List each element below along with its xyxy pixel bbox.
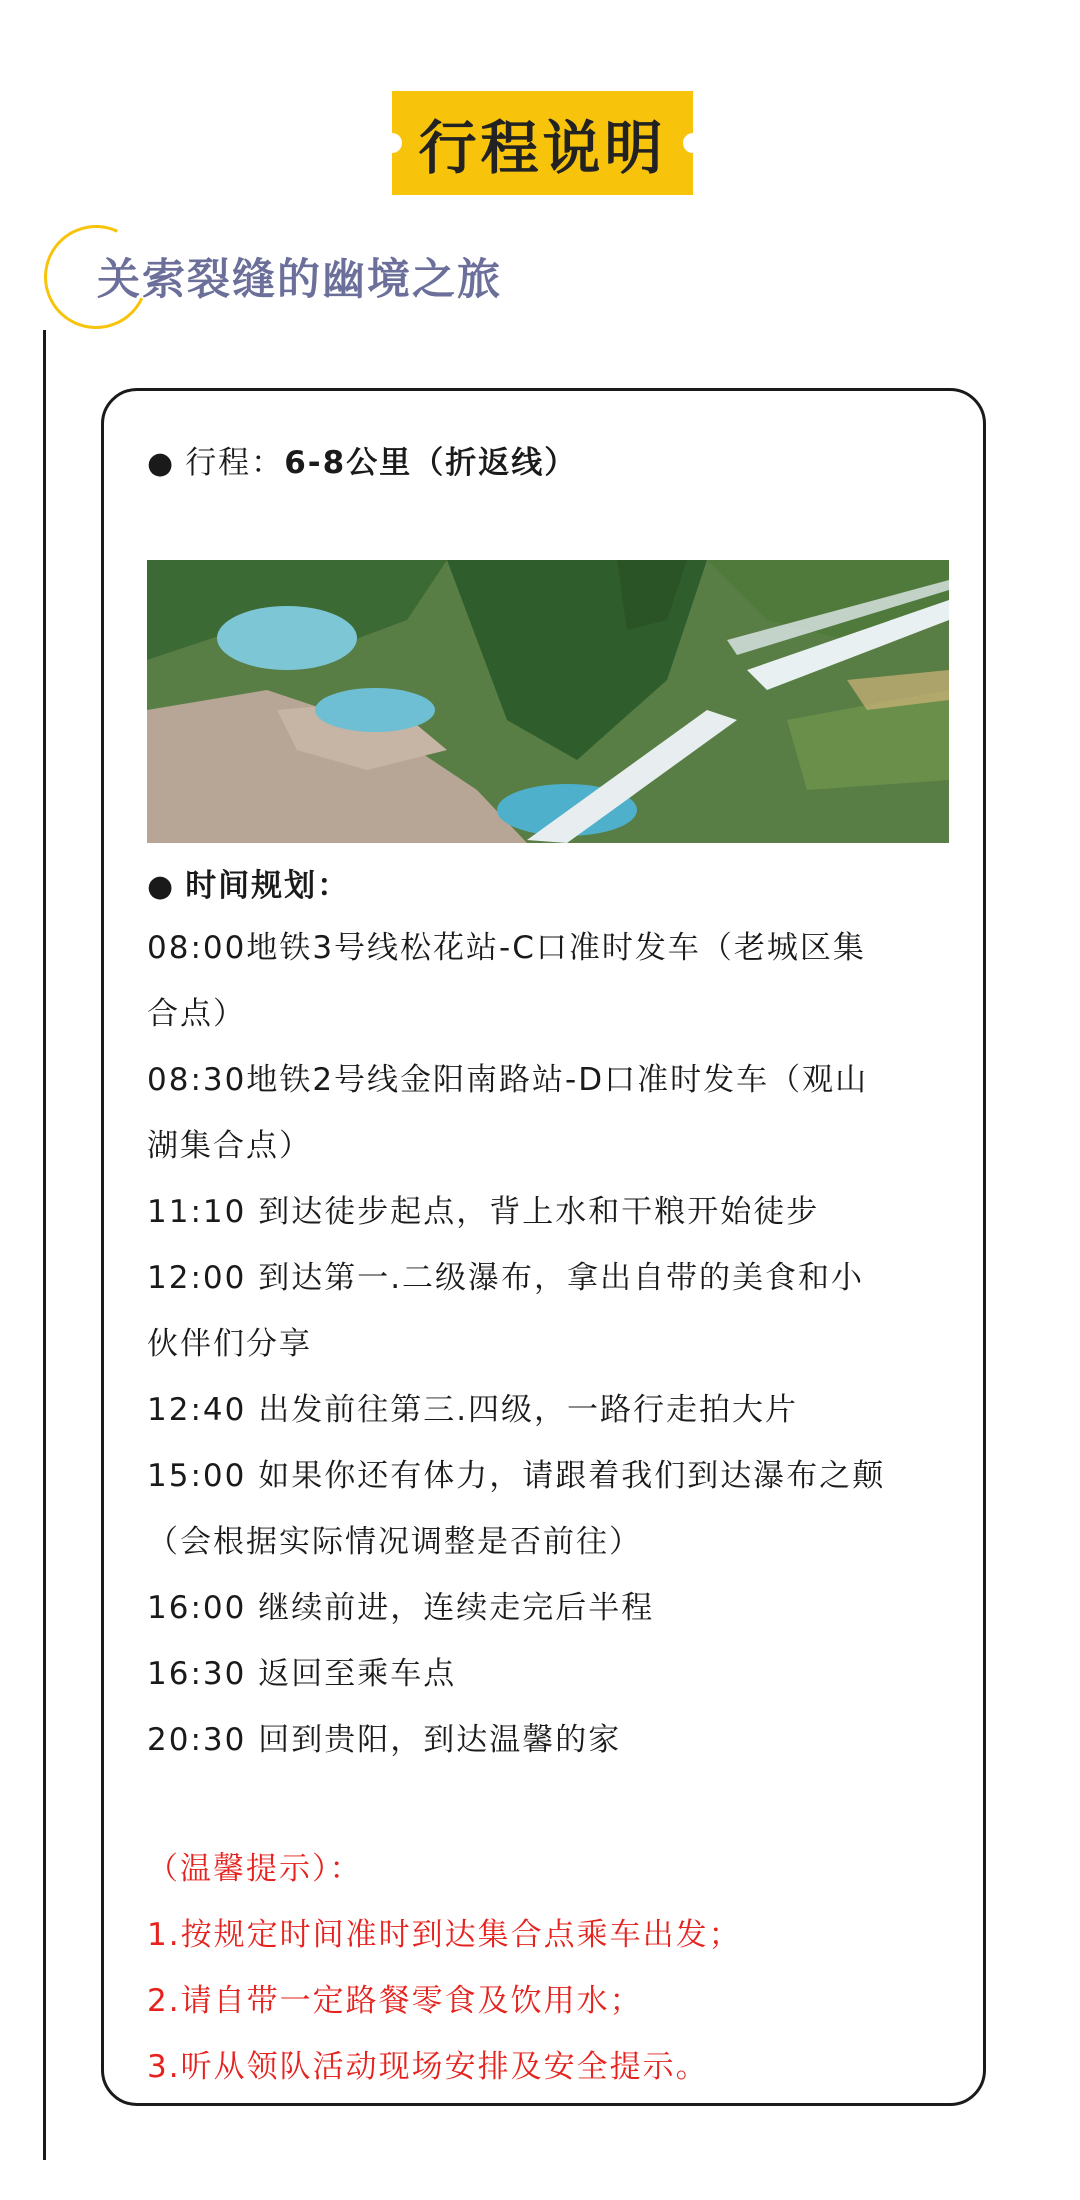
schedule-label: 时间规划： bbox=[185, 868, 351, 904]
bullet-icon: ● bbox=[147, 869, 176, 904]
schedule-line: 16:30 返回至乘车点 bbox=[147, 1656, 457, 1692]
title-badge bbox=[392, 91, 693, 195]
bullet-icon: ● bbox=[147, 446, 176, 481]
schedule-line: 08:30地铁2号线金阳南路站-D口准时发车（观山 bbox=[147, 1062, 869, 1098]
route-value: 6-8公里（折返线） bbox=[284, 445, 578, 481]
schedule-heading bbox=[147, 853, 947, 920]
schedule-line: 20:30 回到贵阳，到达温馨的家 bbox=[147, 1722, 622, 1758]
schedule-line: 12:40 出发前往第三.四级，一路行走拍大片 bbox=[147, 1392, 799, 1428]
tip-item: 3.听从领队活动现场安排及安全提示。 bbox=[147, 2049, 709, 2085]
route-label: 行程： bbox=[185, 445, 285, 481]
schedule-line: 合点） bbox=[147, 996, 246, 1032]
schedule-line: 16:00 继续前进，连续走完后半程 bbox=[147, 1590, 655, 1626]
page-title: 行程说明 bbox=[418, 114, 667, 182]
schedule-line: 08:00地铁3号线松花站-C口准时发车（老城区集 bbox=[147, 930, 866, 966]
schedule-line: 11:10 到达徒步起点，背上水和干粮开始徒步 bbox=[147, 1194, 820, 1230]
timeline-vertical-line bbox=[43, 330, 46, 2160]
schedule-line: 12:00 到达第一.二级瀑布，拿出自带的美食和小 bbox=[147, 1260, 865, 1296]
schedule-line: （会根据实际情况调整是否前往） bbox=[147, 1524, 642, 1560]
waterfall-photo bbox=[147, 560, 949, 843]
schedule-line: 伙伴们分享 bbox=[147, 1326, 312, 1362]
schedule-line: 15:00 如果你还有体力，请跟着我们到达瀑布之颠 bbox=[147, 1458, 886, 1494]
badge-notch-left bbox=[382, 133, 402, 153]
badge-notch-right bbox=[683, 133, 703, 153]
tips-title: （温馨提示）： bbox=[147, 1851, 363, 1887]
schedule-line: 湖集合点） bbox=[147, 1128, 312, 1164]
tip-item: 2.请自带一定路餐零食及饮用水； bbox=[147, 1983, 643, 2019]
waterfall-photo-illustration bbox=[147, 560, 949, 843]
tip-item: 1.按规定时间准时到达集合点乘车出发； bbox=[147, 1917, 742, 1953]
section-subtitle: 关索裂缝的幽境之旅 bbox=[97, 255, 502, 305]
route-line bbox=[147, 430, 947, 497]
itinerary-card bbox=[101, 388, 986, 2106]
